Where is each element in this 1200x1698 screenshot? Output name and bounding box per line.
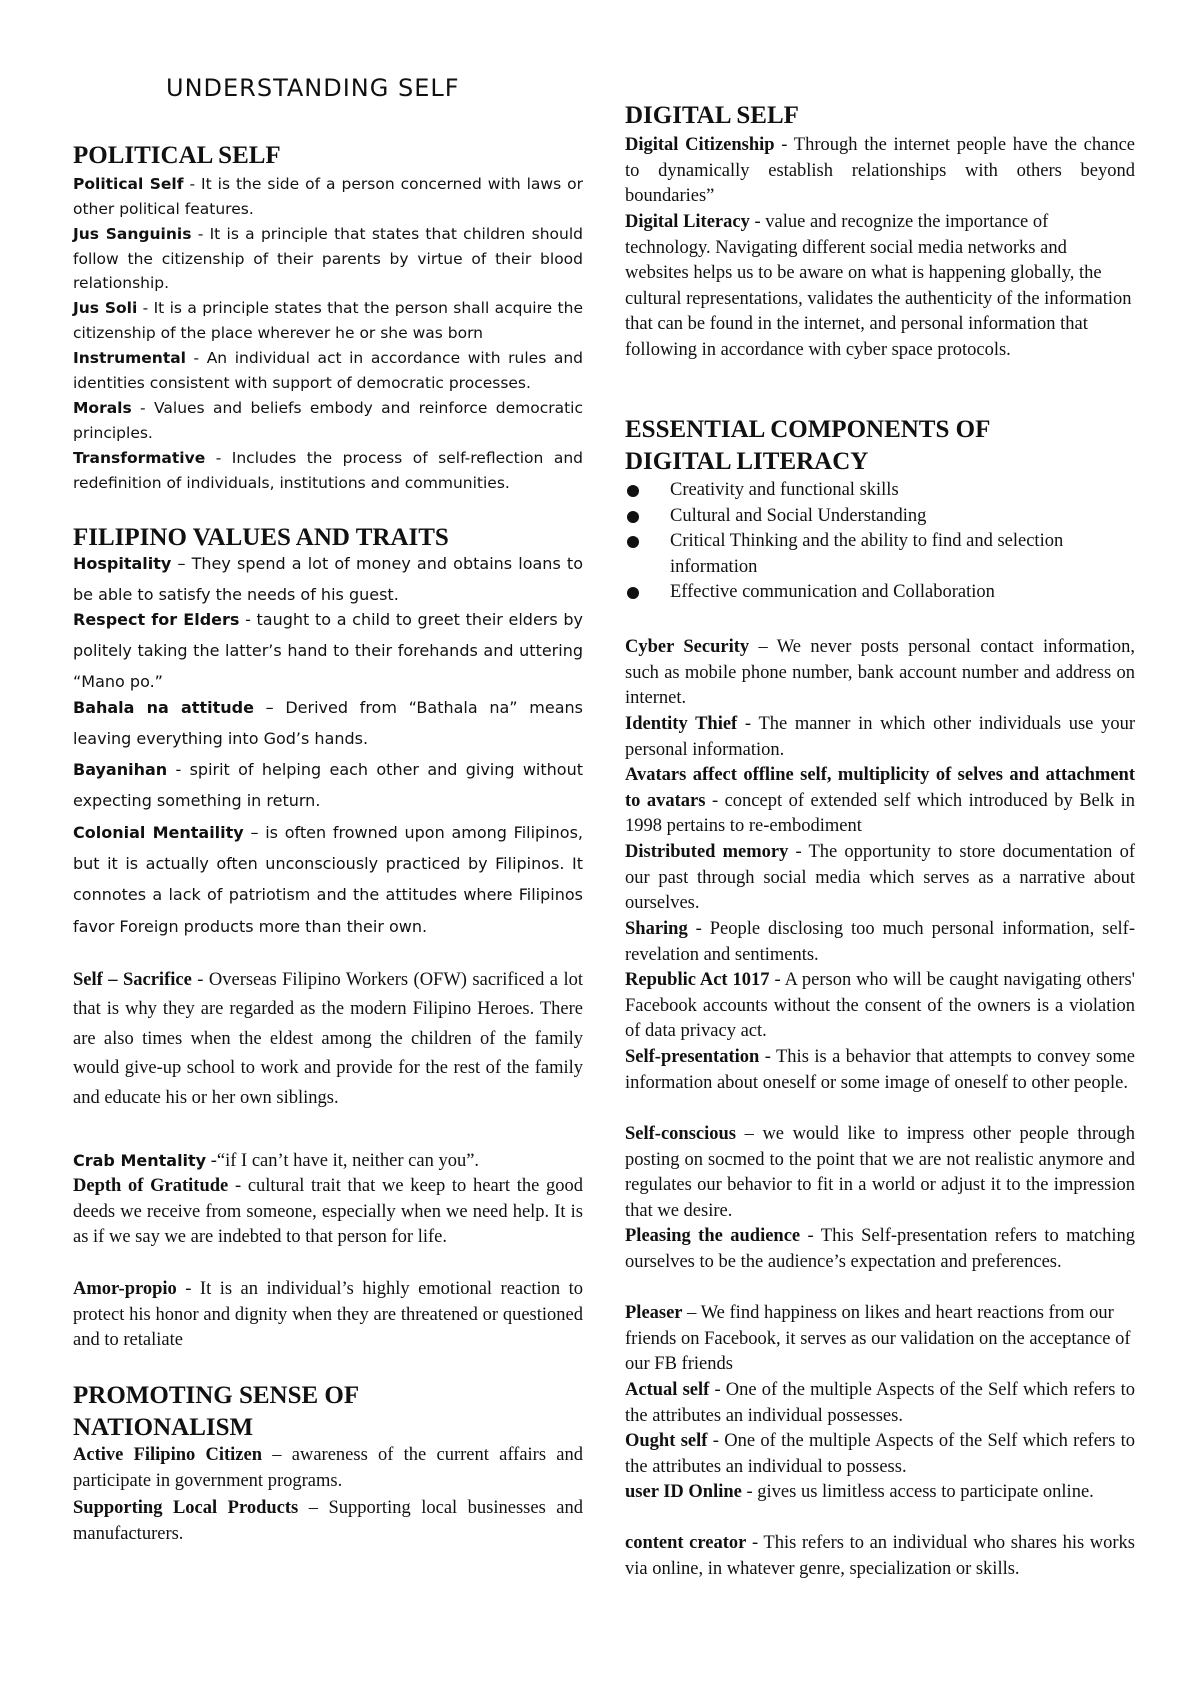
term: Depth of Gratitude	[73, 1176, 229, 1196]
list-item-text: Effective communication and Collaboration	[670, 582, 995, 603]
term: Self-conscious	[625, 1124, 736, 1144]
definition-text: - The opportunity to store documentation of our past through social media which serves as a narrative about ourselves.	[625, 842, 1135, 914]
definition-jus-soli	[73, 296, 583, 345]
definition-text: – We never posts personal contact information, such as mobile phone number, bank account number and address on internet.	[625, 637, 1136, 709]
list-item	[625, 580, 1135, 606]
term: content creator	[625, 1533, 747, 1553]
term: Self – Sacrifice	[73, 970, 192, 990]
list-item	[625, 504, 1135, 530]
list-item-text: Critical Thinking and the ability to find and selection information	[670, 531, 1064, 577]
term: Sharing	[625, 919, 688, 939]
definition-digital-citizenship	[625, 133, 1135, 210]
definition-instrumental	[73, 346, 583, 395]
definition-text: – Derived from “Bathala na” means leaving everything into God’s hands.	[73, 698, 583, 749]
term: Instrumental	[73, 349, 186, 367]
term: Pleaser	[625, 1303, 683, 1323]
term: Cyber Security	[625, 637, 750, 657]
definition-text: - A person who will be caught navigating others' Facebook accounts without the consent of the owners is a violation of data privacy act.	[625, 970, 1136, 1042]
definition-text: – We find happiness on likes and heart reactions from our friends on Facebook, it serves as our validation on the acceptance of our FB friends	[625, 1303, 1131, 1375]
term: Jus Soli	[73, 299, 138, 317]
definition-colonial-mentality	[73, 817, 583, 942]
definition-text: - Includes the process of self-reflection and redefinition of individuals, institutions and communities.	[73, 449, 583, 492]
definition-text: - spirit of helping each other and giving without expecting something in return.	[73, 760, 583, 811]
definition-text: - This refers to an individual who shares his works via online, in whatever genre, specialization or skills.	[625, 1533, 1136, 1579]
term: Jus Sanguinis	[73, 225, 192, 243]
section-heading-political-self: POLITICAL SELF	[73, 142, 281, 169]
term: Actual self	[625, 1380, 710, 1400]
list-item-text: Creativity and functional skills	[670, 480, 899, 500]
definition-respect-for-elders	[73, 604, 583, 698]
definition-digital-literacy	[625, 210, 1135, 364]
term: Pleasing the audience	[625, 1226, 801, 1246]
definition-text: - Overseas Filipino Workers (OFW) sacrificed a lot that is why they are regarded as the modern Filipino Heroes. There are also times when the eldest among the children of the family would give-up school to work and provide for the rest of the family and educate his or her own siblings.	[73, 970, 583, 1108]
definition-text: - taught to a child to greet their elders by politely taking the latter’s hand to their forehands and uttering “Mano po.”	[73, 610, 584, 692]
definition-political-self	[73, 172, 583, 221]
definition-self-sacrifice	[73, 966, 583, 1113]
definition-text: – Supporting local businesses and manufacturers.	[73, 1498, 583, 1544]
definition-jus-sanguinis	[73, 222, 583, 296]
term: Colonial Mentaility	[73, 823, 244, 842]
definition-text: - One of the multiple Aspects of the Self which refers to the attributes an individual possesses.	[625, 1380, 1135, 1426]
term: Crab Mentality	[73, 1151, 207, 1170]
term: Bayanihan	[73, 760, 168, 779]
definition-self-presentation	[625, 1045, 1135, 1096]
term: Digital Citizenship	[625, 135, 775, 155]
definition-bahala-na	[73, 692, 583, 754]
definition-text: - concept of extended self which introduced by Belk in 1998 pertains to re-embodiment	[625, 790, 1136, 837]
term: Political Self	[73, 175, 184, 193]
bullet-icon	[627, 587, 639, 599]
definition-text: - Values and beliefs embody and reinforce democratic principles.	[73, 399, 583, 442]
definition-text: - This Self-presentation refers to matching ourselves to be the audience’s expectation and preferences.	[625, 1226, 1135, 1272]
definition-depth-of-gratitude	[73, 1174, 583, 1251]
term: Active Filipino Citizen	[73, 1445, 263, 1465]
definition-content-creator	[625, 1531, 1135, 1582]
term: Supporting Local Products	[73, 1498, 299, 1518]
definition-pleasing-the-audience	[625, 1224, 1135, 1275]
definition-hospitality	[73, 548, 583, 610]
section-heading-essential-components: ESSENTIAL COMPONENTS OF DIGITAL LITERACY	[625, 416, 990, 475]
definition-crab-mentality	[73, 1148, 583, 1175]
term: Transformative	[73, 449, 206, 467]
definition-self-conscious	[625, 1122, 1135, 1224]
section-heading-digital-self: DIGITAL SELF	[625, 102, 799, 129]
term: Distributed memory	[625, 842, 789, 862]
term: Ought self	[625, 1431, 708, 1451]
term: Republic Act 1017	[625, 970, 770, 990]
bullet-icon	[627, 511, 639, 523]
definition-pleaser	[625, 1301, 1135, 1378]
term: Avatars affect offline self, multiplicity of selves and attachment to avatars	[625, 765, 1135, 811]
definition-amor-propio	[73, 1277, 583, 1354]
definition-cyber-security	[625, 635, 1135, 712]
list-item	[625, 529, 1135, 580]
definition-text: - cultural trait that we keep to heart the good deeds we receive from someone, especially when we need help. It is as if we say we are indebted to that person for life.	[73, 1176, 583, 1248]
definition-text: - The manner in which other individuals use your personal information.	[625, 714, 1135, 760]
term: Respect for Elders	[73, 610, 240, 629]
definition-supporting-local-products	[73, 1496, 583, 1547]
term: Bahala na attitude	[73, 698, 254, 717]
definition-active-filipino-citizen	[73, 1443, 583, 1494]
term: user ID Online	[625, 1482, 742, 1502]
definition-bayanihan	[73, 754, 583, 816]
definition-morals	[73, 396, 583, 445]
definition-text: - This is a behavior that attempts to convey some information about oneself or some image of oneself to other people.	[625, 1047, 1135, 1093]
definition-text: - Through the internet people have the chance to dynamically establish relationships with others beyond boundaries”	[625, 135, 1135, 207]
section-heading-filipino-values: FILIPINO VALUES AND TRAITS	[73, 524, 449, 551]
definition-text: - It is a principle states that the person shall acquire the citizenship of the place wherever he or she was born	[73, 299, 583, 342]
term: Amor-propio	[73, 1279, 177, 1299]
document-title: UNDERSTANDING SELF	[166, 74, 460, 102]
definition-text: - An individual act in accordance with rules and identities consistent with support of democratic processes.	[73, 349, 583, 392]
definition-text: - It is the side of a person concerned with laws or other political features.	[73, 175, 583, 218]
list-item-text: Cultural and Social Understanding	[670, 505, 927, 526]
definition-republic-act	[625, 968, 1135, 1045]
list-item	[625, 478, 1135, 504]
definition-transformative	[73, 446, 583, 495]
definition-text: - value and recognize the importance of technology. Navigating different social media networks and websites helps us to be aware on what is happening globally, the cultural representations, validates the authenticity of the information that can be found in the internet, and personal information that following in accordance with cyber space protocols.	[625, 212, 1132, 360]
bullet-icon	[627, 536, 639, 548]
definition-text: - It is an individual’s highly emotional reaction to protect his honor and dignity when they are threatened or questioned and to retaliate	[73, 1279, 583, 1351]
definition-distributed-memory	[625, 840, 1135, 917]
definition-user-id-online	[625, 1480, 1135, 1506]
bullet-icon	[627, 485, 639, 497]
section-heading-nationalism: PROMOTING SENSE OF NATIONALISM	[73, 1382, 359, 1441]
definition-text: – is often frowned upon among Filipinos, but it is actually often unconsciously practiced by Filipinos. It connotes a lack of patriotism and the attitudes where Filipinos favor Foreign products more than their own.	[73, 823, 584, 936]
term: Identity Thief	[625, 714, 738, 734]
definition-ought-self	[625, 1429, 1135, 1480]
definition-sharing	[625, 917, 1135, 968]
term: Morals	[73, 399, 132, 417]
definition-avatars	[625, 763, 1135, 840]
definition-text: – we would like to impress other people through posting on socmed to the point that we are not realistic anymore and regulates our behavior to fit in a world or adjust it to the impression that we desire.	[625, 1124, 1135, 1221]
definition-text: - One of the multiple Aspects of the Self which refers to the attributes an individual to possess.	[625, 1431, 1135, 1477]
term: Self-presentation	[625, 1047, 760, 1067]
term: Digital Literacy	[625, 212, 750, 232]
definition-text: - gives us limitless access to participate online.	[741, 1482, 1094, 1502]
components-list	[625, 478, 1135, 606]
definition-identity-thief	[625, 712, 1135, 763]
definition-text: -“if I can’t have it, neither can you”.	[206, 1151, 480, 1171]
definition-actual-self	[625, 1378, 1135, 1429]
definition-text: – awareness of the current affairs and participate in government programs.	[73, 1445, 583, 1491]
definition-text: – They spend a lot of money and obtains loans to be able to satisfy the needs of his guest.	[73, 554, 583, 605]
definition-text: - People disclosing too much personal information, self-revelation and sentiments.	[625, 919, 1135, 965]
definition-text: - It is a principle that states that children should follow the citizenship of their parents by virtue of their blood relationship.	[73, 225, 583, 293]
term: Hospitality	[73, 554, 172, 573]
